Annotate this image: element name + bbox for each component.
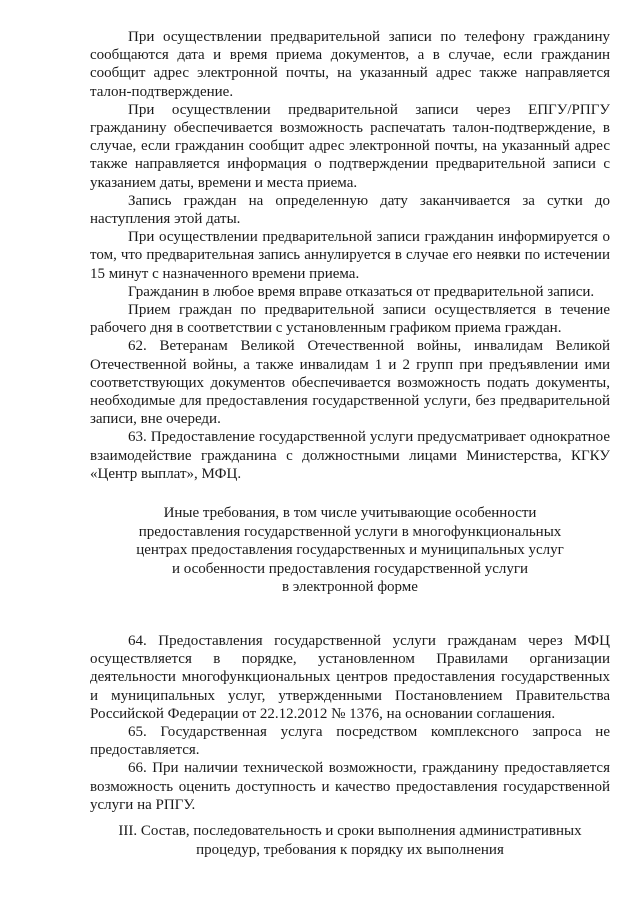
paragraph-refusal-right: Гражданин в любое время вправе отказаться от предварительной записи.: [128, 283, 595, 300]
heading-line: и особенности предоставления государственной услуги: [171, 560, 529, 577]
heading-line: предоставления государственной услуги в многофункциональных: [138, 523, 562, 540]
heading-line: процедур, требования к порядку их выполнения: [196, 841, 504, 858]
text-block-mfc: [90, 632, 610, 814]
heading-line: центрах предоставления государственных и муниципальных услуг: [136, 542, 564, 558]
paragraph-item-63: 63. Предоставление государственной услуги предусматривает однократное взаимодействие гражданина с должностными лицами Министерства, КГКУ «Центр выплат», МФЦ.: [90, 429, 610, 482]
paragraph-reception-schedule: Прием граждан по предварительной записи осуществляется в течение рабочего дня в соответствии с установленным графиком приема граждан.: [90, 302, 610, 337]
paragraph-phone-registration: При осуществлении предварительной записи по телефону гражданину сообщаются дата и время приема документов, а в случае, если гражданин сообщит адрес электронной почты, на указанный адрес также направляется талон-подтверждение.: [90, 29, 610, 100]
paragraph-item-64: 64. Предоставления государственной услуги гражданам через МФЦ осуществляется в порядке, установленном Правилами организации деятельности многофункциональных центров предоставления государственных и муниципальных услуг, утвержденными Постановлением Правительства Российской Федерации от 22.12.2012 № 1376, на основании соглашения.: [90, 633, 610, 722]
heading-line: III. Состав, последовательность и сроки выполнения административных: [118, 823, 582, 839]
section-heading-iii: [90, 822, 610, 859]
paragraph-registration-deadline: Запись граждан на определенную дату заканчивается за сутки до наступления этой даты.: [90, 192, 610, 228]
heading-line: в электронной форме: [282, 579, 418, 595]
paragraph-item-65: 65. Государственная услуга посредством комплексного запроса не предоставляется.: [90, 724, 610, 759]
text-block-preliminary-registration: [90, 28, 610, 483]
heading-line: Иные требования, в том числе учитывающие особенности: [163, 505, 537, 521]
paragraph-item-66: 66. При наличии технической возможности, гражданину предоставляется возможность оценить доступность и качество предоставления государственной услуги на РПГУ.: [90, 760, 610, 813]
paragraph-epgu-registration: При осуществлении предварительной записи через ЕПГУ/РПГУ гражданину обеспечивается возможность распечатать талон-подтверждение, в случае, если гражданин сообщит адрес электронной почты, на указанный адрес также направляется информация о подтверждении предварительной записи с указанием даты, времени и места приема.: [90, 101, 610, 191]
paragraph-item-62: 62. Ветеранам Великой Отечественной войны, инвалидам Великой Отечественной войны, а также инвалидам 1 и 2 групп при предъявлении ими соответствующих документов обеспечивается возможность подать документы, необходимые для предоставления государственной услуги, без предварительной записи, вне очереди.: [90, 338, 610, 428]
paragraph-registration-cancellation: При осуществлении предварительной записи гражданин информируется о том, что предварительная запись аннулируется в случае его неявки по истечении 15 минут с назначенного времени приема.: [90, 229, 610, 282]
section-heading-other-requirements: [90, 504, 610, 597]
